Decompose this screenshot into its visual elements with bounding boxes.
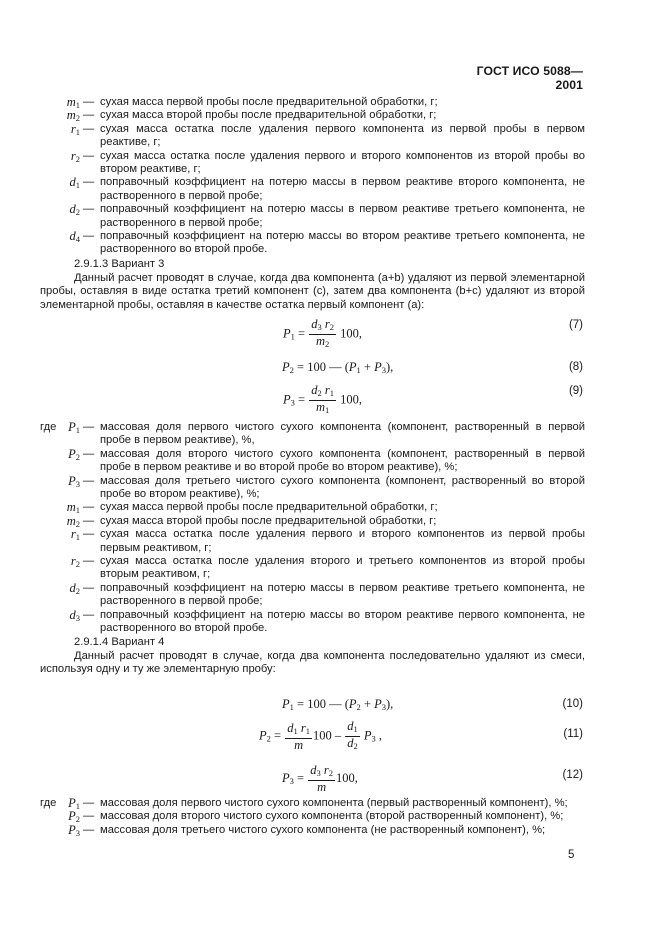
definition-dash: —	[83, 109, 95, 122]
definition-text: массовая доля первого чистого сухого компонента (первый растворенный компонент), %;	[100, 797, 568, 809]
definition-symbol: $m_1$	[66, 95, 80, 110]
definition-dash: —	[83, 501, 95, 514]
definition-dash: —	[83, 608, 95, 621]
definition-item	[40, 582, 585, 609]
definition-item	[40, 203, 585, 230]
definition-item	[40, 421, 585, 448]
definition-item	[40, 96, 585, 109]
definition-text: массовая доля второго чистого сухого компонента (второй растворенный компонент), %;	[100, 810, 564, 823]
equation-number-7: (7)	[568, 319, 583, 331]
definition-dash: —	[83, 474, 95, 487]
equation-number-9: (9)	[568, 385, 583, 397]
where-label: где	[40, 421, 57, 433]
definition-text: сухая масса остатка после удаления второго и третьего компонентов из второй пробы вторым реактивом, г;	[100, 555, 585, 581]
where-label: где	[40, 797, 57, 809]
page-number: 5	[568, 849, 575, 861]
definition-symbol: $P_1$	[68, 796, 80, 811]
definition-text: поправочный коэффициент на потерю массы во втором реактиве первого компонента, не растворенного во второй пробе.	[100, 608, 585, 635]
section-text-variant-4: Данный расчет проводят в случае, когда два компонента последовательно удаляют из смеси, используя одну и ту же элементарную пробу:	[40, 650, 585, 676]
definition-symbol: $r_2$	[70, 148, 80, 164]
definition-text: поправочный коэффициент на потерю массы в первом реактиве третьего компонента, не растворенного в первой пробе;	[100, 581, 585, 608]
definition-dash: —	[83, 96, 95, 108]
definition-symbol: $d_1$	[69, 175, 80, 191]
definition-item	[40, 797, 585, 810]
definition-item	[40, 150, 585, 177]
definition-symbol: $m_2$	[66, 513, 80, 529]
definition-symbol: $d_2$	[69, 202, 80, 218]
definitions-list-3	[40, 797, 585, 837]
equation-number-11: (11)	[563, 728, 583, 740]
definition-dash: —	[83, 149, 95, 162]
definition-text: сухая масса второй пробы после предварительной обработки, г;	[100, 514, 437, 527]
definition-text: массовая доля первого чистого сухого компонента (компонент, растворенный в первой пробе в первом реактиве), %,	[100, 421, 585, 447]
equation-7: $P_1$ = $\frac{d_3 r_2}{m_2}$ 100,	[283, 317, 362, 349]
definition-dash: —	[83, 581, 95, 594]
definition-symbol: $P_2$	[68, 446, 80, 462]
section-title-variant-4: 2.9.1.4 Вариант 4	[74, 636, 165, 648]
definition-symbol: $r_2$	[70, 554, 80, 570]
definition-dash: —	[83, 447, 95, 460]
definition-symbol: $P_2$	[68, 809, 80, 825]
definition-text: массовая доля третьего чистого сухого компонента (не растворенный компонент), %;	[100, 823, 546, 836]
equation-number-8: (8)	[568, 361, 583, 373]
definitions-list-2	[40, 421, 585, 636]
definition-dash: —	[83, 230, 95, 243]
definition-item	[40, 176, 585, 203]
definition-item	[40, 528, 585, 555]
definition-dash: —	[83, 555, 95, 568]
definition-text: поправочный коэффициент на потерю массы в первом реактиве второго компонента, не растворенного в первой пробе;	[100, 176, 585, 202]
equation-11: $P_2$ = $\frac{d_1 r_1}{m}$ 100 – $\frac{d_1}{d_2}$ $P_3$ ,	[259, 719, 382, 752]
definition-dash: —	[83, 176, 95, 189]
definition-symbol: $m_2$	[66, 108, 80, 124]
section-title-variant-3: 2.9.1.3 Вариант 3	[74, 258, 165, 270]
definition-text: поправочный коэффициент на потерю массы во втором реактиве третьего компонента, не растворенного во второй пробе.	[100, 230, 585, 256]
document-header: ГОСТ ИСО 5088—2001	[476, 64, 583, 92]
definition-symbol: $r_1$	[70, 121, 80, 137]
definitions-list-1	[40, 96, 585, 257]
definition-dash: —	[83, 421, 95, 433]
definition-symbol: $d_3$	[69, 607, 80, 623]
definition-symbol: $m_1$	[66, 500, 80, 516]
definition-item	[40, 609, 585, 636]
definition-symbol: $P_3$	[68, 473, 80, 489]
definition-dash: —	[83, 797, 95, 809]
equation-12: $P_3$ = $\frac{d_3 r_2}{m}$ 100,	[282, 763, 358, 794]
definition-item	[40, 515, 585, 528]
definition-item	[40, 824, 585, 837]
definition-symbol: $r_1$	[70, 527, 80, 543]
definition-item	[40, 810, 585, 823]
definition-text: сухая масса остатка после удаления первого и второго компонентов из первой пробы первым реактивом, г;	[100, 528, 585, 554]
definition-text: сухая масса первой пробы после предварительной обработки, г;	[100, 501, 438, 514]
definition-dash: —	[83, 528, 95, 541]
definition-dash: —	[83, 823, 95, 836]
definition-text: поправочный коэффициент на потерю массы в первом реактиве третьего компонента, не растворенного в первой пробе;	[100, 203, 585, 229]
definition-symbol: $d_4$	[69, 229, 80, 245]
definition-dash: —	[83, 810, 95, 823]
definition-symbol: $P_3$	[68, 822, 80, 838]
definition-item	[40, 475, 585, 502]
equation-number-12: (12)	[562, 769, 583, 781]
definition-text: массовая доля второго чистого сухого компонента (компонент, растворенный в первой пробе в первом реактиве и во второй пробе во втором реактиве), %;	[100, 447, 585, 474]
definition-item	[40, 123, 585, 150]
definition-item	[40, 501, 585, 514]
definition-text: сухая масса остатка после удаления первого компонента из первой пробы в первом реактиве, г;	[100, 122, 585, 149]
definition-text: сухая масса остатка после удаления первого и второго компонентов из второй пробы во втором реактиве, г;	[100, 149, 585, 176]
definition-symbol: $d_2$	[69, 580, 80, 596]
definition-dash: —	[83, 122, 95, 135]
definition-dash: —	[83, 203, 95, 216]
definition-dash: —	[83, 514, 95, 527]
definition-text: сухая масса первой пробы после предварительной обработки, г;	[100, 96, 438, 108]
equation-10: $P_1 = 100$ — $(P_2 + P_3)$,	[282, 697, 394, 712]
definition-text: сухая масса второй пробы после предварительной обработки, г;	[100, 109, 437, 122]
definition-item	[40, 555, 585, 582]
definition-item	[40, 230, 585, 257]
definition-item	[40, 448, 585, 475]
definition-text: массовая доля третьего чистого сухого компонента (компонент, растворенный во второй пробе во втором реактиве), %;	[100, 474, 585, 501]
definition-item	[40, 109, 585, 122]
equation-number-10: (10)	[562, 698, 583, 710]
equation-8: $P_2 = 100$ — $(P_1 + P_3)$,	[282, 360, 394, 375]
definition-symbol: $P_1$	[68, 420, 80, 435]
equation-9: $P_3$ = $\frac{d_2 r_1}{m_1}$ 100,	[283, 383, 362, 415]
section-text-variant-3: Данный расчет проводят в случае, когда два компонента (a+b) удаляют из первой элементарной пробы, оставляя в виде остатка третий компонент (c), затем два компонента (b+c) удаляют из второй элементарной пробы, оставляя в качестве остатка первый компонент (a):	[40, 272, 585, 311]
